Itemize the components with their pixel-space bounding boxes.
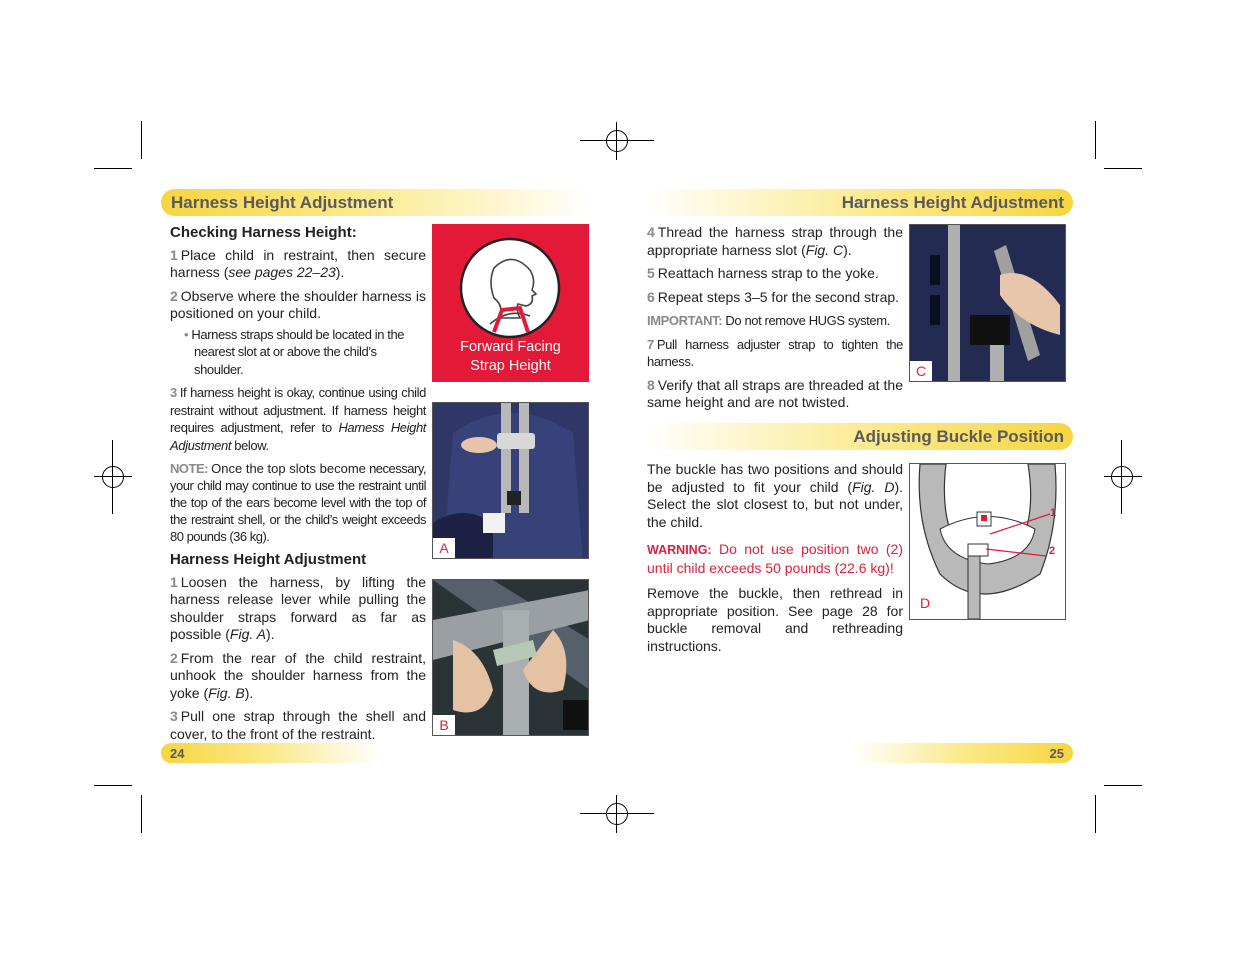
adj-step-1 [170, 574, 426, 644]
intro-text: ). Select the slot closest to, but not under, the child. [647, 478, 903, 530]
crop-mark [1095, 795, 1096, 833]
registration-line [616, 795, 617, 833]
note-text: Once the top slots become [211, 461, 366, 476]
page-number: 25 [1049, 745, 1064, 761]
figure-c-photo [909, 224, 1066, 382]
crop-mark [141, 121, 142, 159]
step-number: 8 [647, 376, 655, 393]
step-number: 3 [170, 708, 178, 724]
crop-mark [1104, 168, 1142, 169]
step-text: ). [244, 684, 254, 701]
crop-mark [94, 168, 132, 169]
buckle-section-header [645, 423, 1073, 450]
step-number: 3 [170, 385, 177, 400]
warning-label: WARNING: [647, 543, 712, 557]
step-text: Verify that all straps are threaded at the same height and are not twisted. [647, 376, 903, 410]
step-5 [647, 265, 903, 283]
fig-ref: Fig. B [208, 684, 245, 701]
figure-label-b: B [433, 715, 455, 735]
right-page-number-bar [853, 743, 1073, 763]
strap-caption [432, 338, 589, 376]
fig-ref: Fig. D [852, 478, 895, 495]
step-number: 1 [170, 573, 178, 590]
step-text: Pull harness adjuster strap to tighten the harness. [647, 336, 903, 369]
important-label: IMPORTANT: [647, 313, 723, 328]
registration-line [1121, 440, 1122, 514]
step-text: Thread the harness strap through the appropriate harness slot ( [647, 224, 903, 258]
page-number: 24 [170, 745, 185, 761]
buckle-text [647, 461, 903, 661]
step-text: From the rear of the child restraint, unhook the shoulder harness from the yoke ( [170, 649, 426, 701]
important-text: Do not remove HUGS system. [725, 313, 890, 328]
right-page-header [645, 189, 1073, 216]
step-text: Reattach harness strap to the yoke. [657, 265, 879, 281]
step-number: 2 [170, 287, 178, 304]
figure-d-illustration [909, 463, 1066, 620]
adj-step-3 [170, 708, 426, 743]
registration-line [112, 440, 113, 514]
step-number: 4 [647, 224, 655, 240]
left-page-header [161, 189, 591, 216]
figure-label-d: D [920, 595, 931, 611]
figure-label-a: A [433, 538, 455, 558]
right-header-title: Harness Height Adjustment [841, 192, 1064, 212]
registration-mark [102, 466, 124, 488]
crop-mark [1104, 785, 1142, 786]
callout-1: 1 [1050, 507, 1057, 519]
bullet-item: • Harness straps should be located in the nearest slot at or above the child’s shoulder. [184, 326, 405, 377]
harness-photo-c [910, 225, 1066, 382]
left-text-column [170, 224, 426, 749]
fig-ref: Fig. A [229, 626, 266, 642]
page-ref: see pages 22–23 [228, 264, 336, 280]
callout-2: 2 [1049, 545, 1056, 557]
harness-photo-b [433, 580, 589, 736]
warning-text: Do not use position two (2) until child exceeds 50 pounds (22.6 kg)! [647, 541, 903, 576]
step-number: 6 [647, 288, 655, 305]
figure-b-photo [432, 579, 589, 736]
left-header-title: Harness Height Adjustment [171, 192, 394, 212]
registration-line [94, 476, 132, 477]
registration-mark [1111, 466, 1133, 488]
step-number: 5 [647, 265, 655, 281]
checking-heading: Checking Harness Height: [170, 224, 357, 241]
step-text: If harness height is okay, continue using child restraint without adjustment. If harness height requires adjustment, refer to [170, 385, 426, 435]
note-label: NOTE: [170, 461, 208, 476]
strap-height-box [432, 224, 589, 382]
fig-ref: Fig. C [805, 241, 844, 258]
step-8 [647, 377, 903, 412]
step-1 [170, 247, 426, 282]
registration-mark [606, 803, 628, 825]
caption-line: Strap Height [470, 358, 551, 374]
step-7 [647, 336, 903, 371]
crop-mark [1095, 121, 1096, 159]
step-text: ). [335, 264, 345, 280]
step-number: 1 [170, 246, 178, 263]
step-4 [647, 224, 903, 259]
registration-line [580, 813, 654, 814]
registration-mark [606, 130, 628, 152]
buckle-intro [647, 461, 903, 531]
note [170, 460, 426, 545]
step-number: 2 [170, 649, 178, 666]
buckle-header-title: Adjusting Buckle Position [853, 426, 1064, 446]
registration-line [1104, 476, 1142, 477]
remove-text [647, 585, 903, 655]
figure-a-photo [432, 402, 589, 559]
buckle-diagram [910, 464, 1065, 619]
adj-step-2 [170, 650, 426, 703]
section-ref: Harness Height Adjustment [170, 420, 426, 453]
remove-instructions: Remove the buckle, then rethread in appropriate position. See page 28 for buckle removal and rethreading instructions. [647, 585, 903, 654]
step-6 [647, 289, 903, 307]
important-note [647, 312, 903, 330]
child-profile-icon [432, 224, 589, 339]
note-text: necessary, your child may continue to use the restraint until the top of the ears become level with the top of the restraint shell, or the child’s weight exceeds 80 pounds (36 kg). [170, 461, 426, 544]
step-2 [170, 288, 426, 323]
adjust-heading: Harness Height Adjustment [170, 551, 367, 568]
warning [647, 541, 903, 577]
harness-photo-a [433, 403, 589, 559]
step-number: 7 [647, 336, 654, 352]
step-text: Pull one strap through the shell and cover, to the front of the restraint. [170, 708, 426, 742]
figure-label-c: C [910, 361, 932, 381]
left-page-number-bar [161, 743, 381, 763]
step-text: Repeat steps 3–5 for the second strap. [657, 288, 900, 305]
step-3 [170, 384, 426, 454]
step-text: ). [265, 626, 275, 642]
step-text: Place child in restraint, then secure harness ( [170, 246, 426, 280]
caption-line: Forward Facing [460, 339, 561, 355]
step-text: below. [231, 437, 269, 453]
crop-mark [141, 795, 142, 833]
registration-line [616, 122, 617, 160]
intro-text: The buckle has two positions and should be adjusted to fit your child ( [647, 461, 903, 495]
step-text: ). [843, 241, 852, 258]
bullet-text: Harness straps should be located in the nearest slot at or above the child’s shoulder. [191, 326, 405, 377]
right-text-column [647, 224, 903, 418]
step-text: Loosen the harness, by lifting the harness release lever while pulling the shoulder straps forward as far as possible ( [170, 573, 426, 642]
step-text: Observe where the shoulder harness is positioned on your child. [170, 287, 426, 321]
registration-line [580, 140, 654, 141]
crop-mark [94, 785, 132, 786]
